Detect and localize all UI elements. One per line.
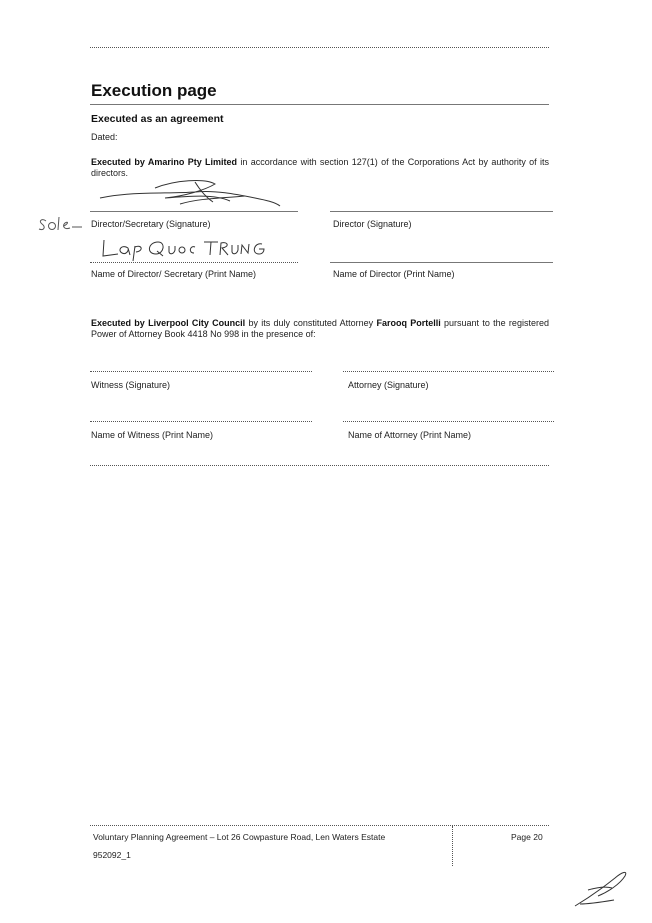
- top-rule: [90, 47, 549, 48]
- director-signature-line: [330, 211, 553, 212]
- heading-rule: [90, 104, 549, 105]
- footer-title: Voluntary Planning Agreement – Lot 26 Cowpasture Road, Len Waters Estate: [93, 832, 386, 842]
- director-name-label: Name of Director (Print Name): [333, 269, 455, 279]
- director-signature-label: Director (Signature): [333, 219, 412, 229]
- director-secretary-name-line: [90, 262, 298, 263]
- dated-label: Dated:: [91, 132, 118, 142]
- amarino-clause-text: in accordance with section 127(1) of the Corporations Act by authority of its directors.: [91, 157, 550, 178]
- liverpool-clause-middle: by its duly constituted Attorney: [245, 318, 377, 328]
- page-number: Page 20: [511, 832, 543, 842]
- liverpool-clause-text: pursuant to the registered Power of Attorney Book 4418 No 998 in the presence of:: [91, 318, 549, 339]
- director-signature-scribble: [95, 176, 285, 216]
- director-secretary-signature-label: Director/Secretary (Signature): [91, 219, 211, 229]
- witness-signature-label: Witness (Signature): [91, 380, 171, 390]
- attorney-name: Farooq Portelli: [376, 318, 441, 328]
- section-end-rule: [90, 465, 549, 466]
- handwritten-sole-mark: [36, 215, 86, 235]
- director-secretary-name-label: Name of Director/ Secretary (Print Name): [91, 269, 257, 279]
- footer-rule: [90, 825, 549, 826]
- handwritten-director-name: [100, 236, 270, 262]
- attorney-name-line: [343, 421, 554, 422]
- amarino-entity-name: Amarino Pty Limited: [147, 157, 238, 167]
- initials-scribble: [570, 866, 632, 914]
- footer-divider: [452, 826, 453, 866]
- attorney-name-label: Name of Attorney (Print Name): [348, 430, 472, 440]
- subheading: Executed as an agreement: [91, 113, 224, 125]
- execution-prefix: Executed by: [91, 318, 149, 328]
- attorney-signature-label: Attorney (Signature): [348, 380, 429, 390]
- liverpool-entity-name: Liverpool City Council: [148, 318, 246, 328]
- attorney-signature-line: [343, 371, 554, 372]
- liverpool-execution-clause: [91, 318, 549, 340]
- witness-name-line: [90, 421, 312, 422]
- page-title: Execution page: [91, 81, 217, 100]
- director-secretary-signature-line: [90, 211, 298, 212]
- witness-name-label: Name of Witness (Print Name): [91, 430, 214, 440]
- director-name-line: [330, 262, 553, 263]
- footer-doc-number: 952092_1: [93, 850, 131, 860]
- witness-signature-line: [90, 371, 312, 372]
- execution-prefix: Executed by: [91, 157, 148, 167]
